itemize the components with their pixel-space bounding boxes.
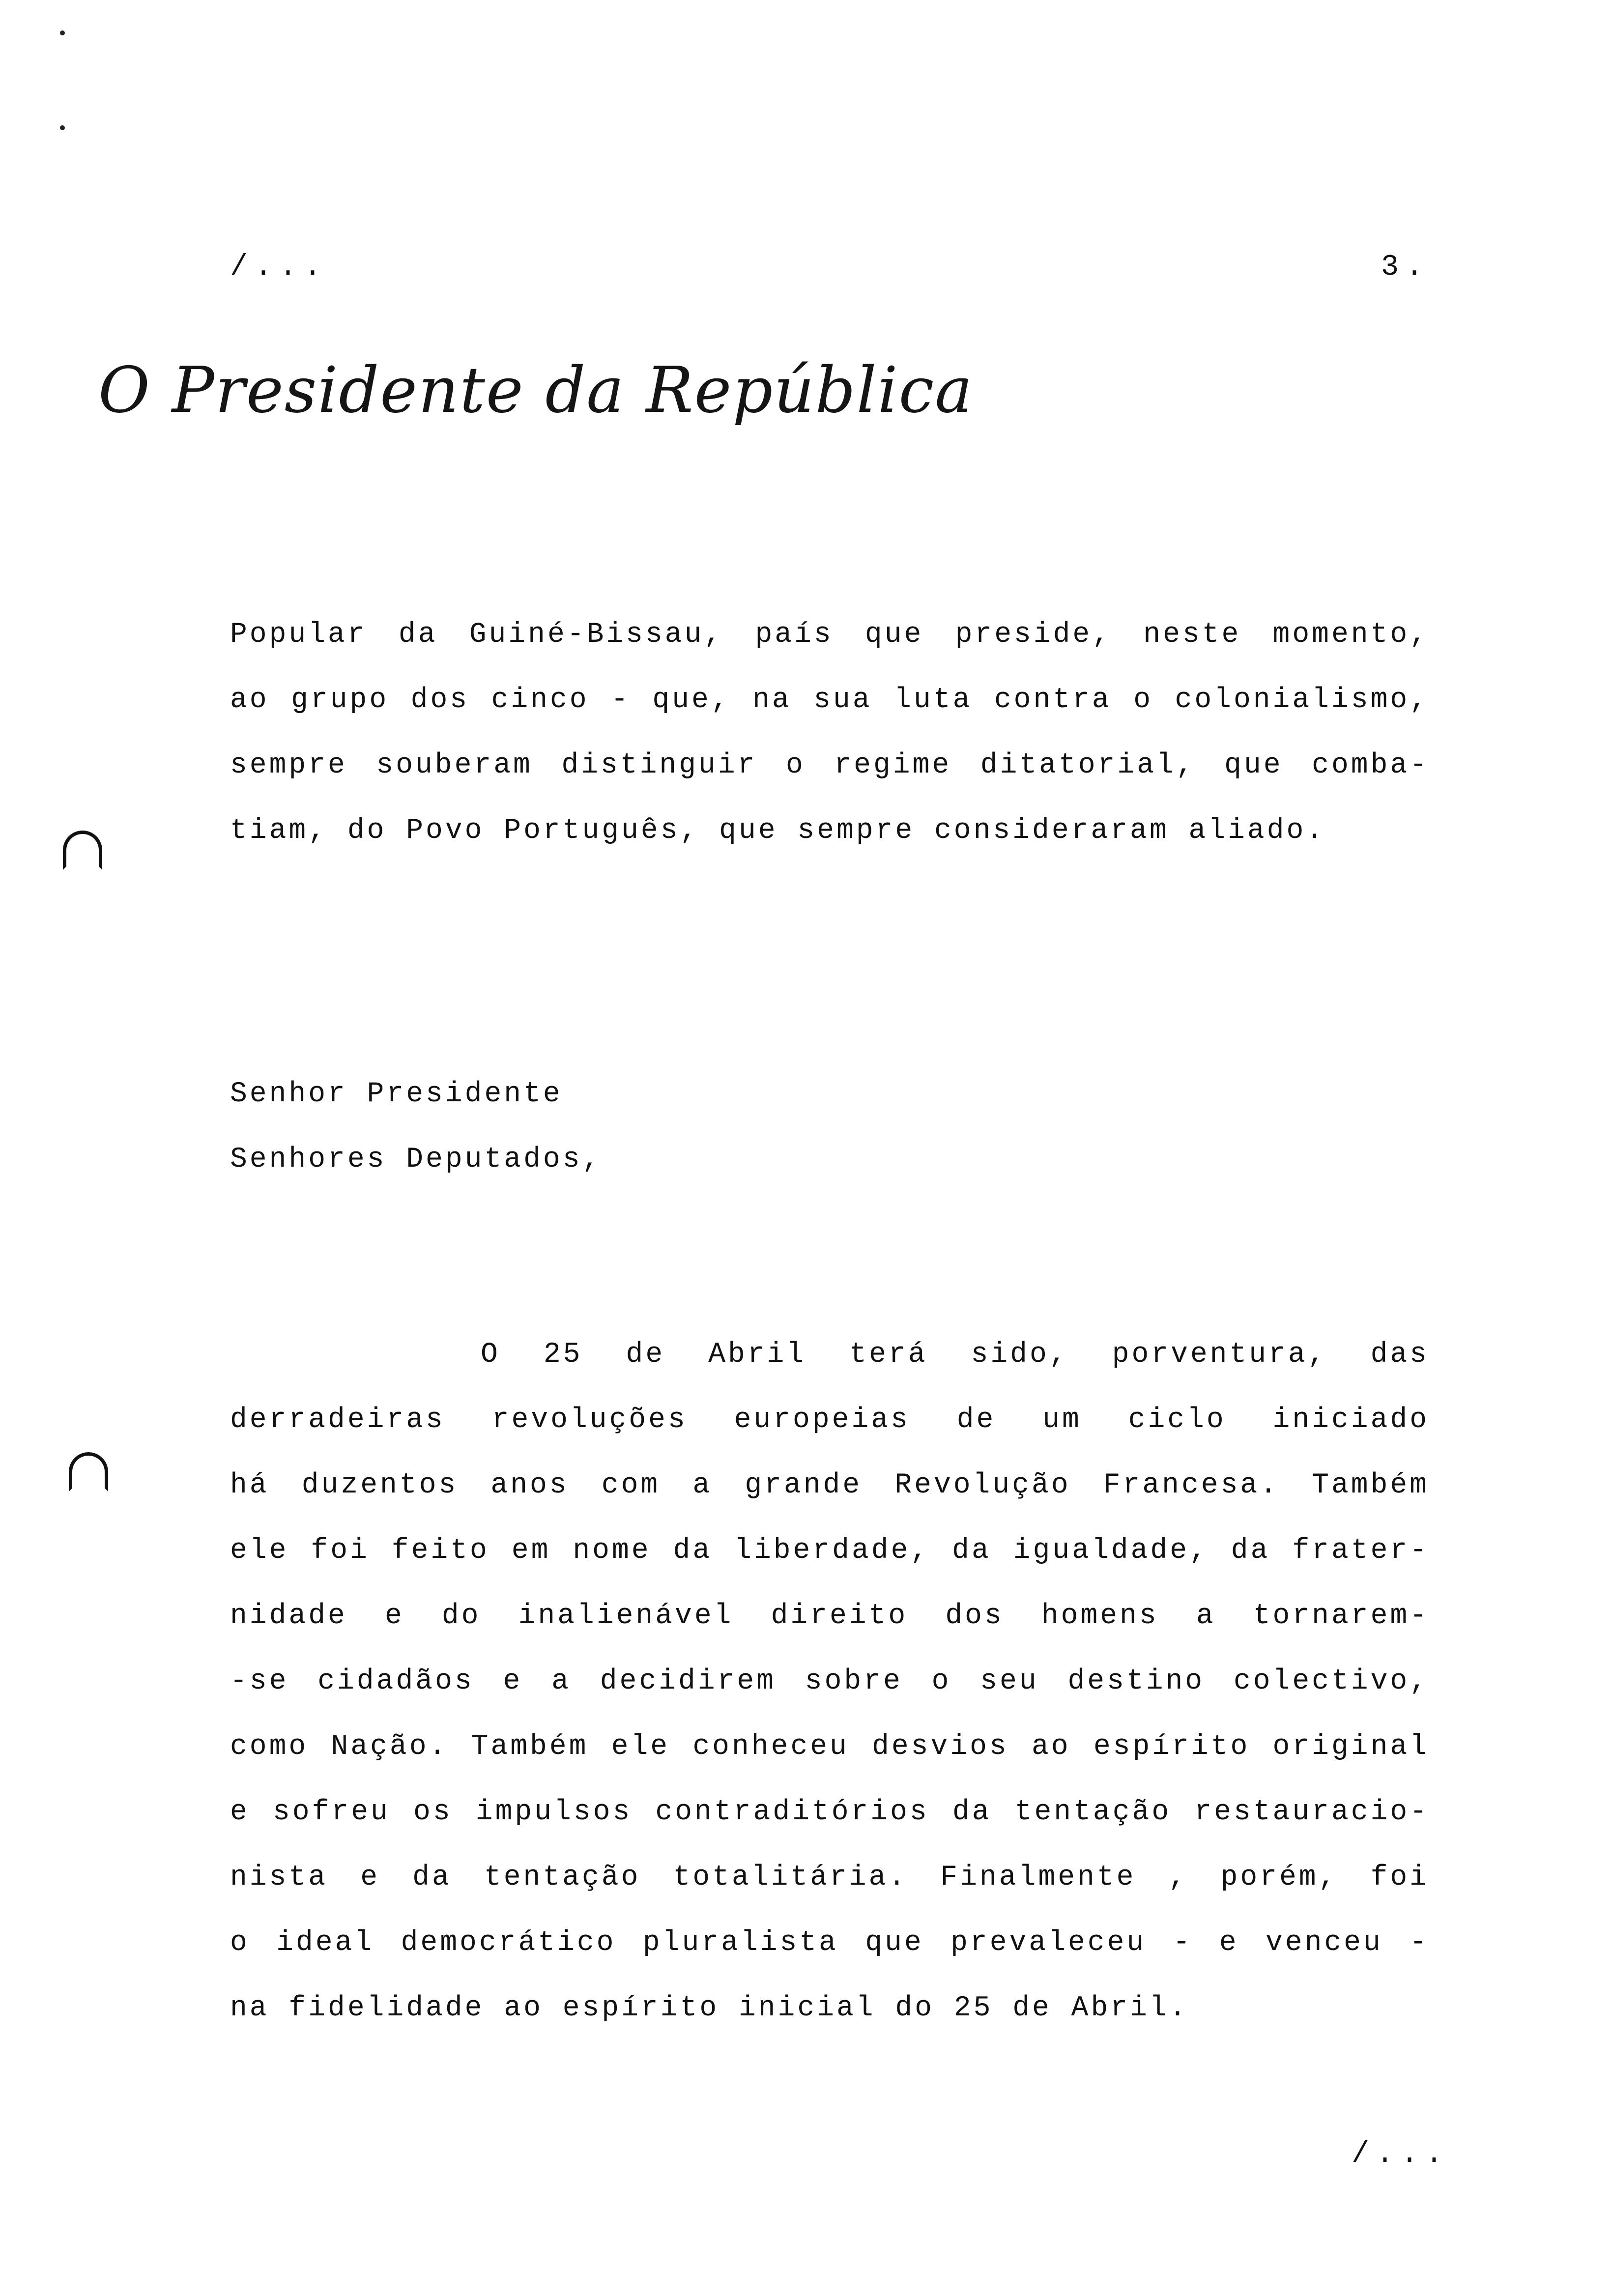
salutation-line: Senhor Presidente [230,1078,563,1110]
text-line: ao grupo dos cinco - que, na sua luta contra o colonialismo, [230,684,1429,716]
text-line: e sofreu os impulsos contraditórios da tentação restauracio- [230,1796,1429,1828]
text-line: ele foi feito em nome da liberdade, da igualdade, da frater- [230,1535,1429,1567]
text-line: o ideal democrático pluralista que prevaleceu - e venceu - [230,1927,1429,1959]
scan-dot-mark [60,125,65,130]
text-line: há duzentos anos com a grande Revolução Francesa. Também [230,1469,1429,1501]
text-line: O 25 de Abril terá sido, porventura, das [481,1339,1429,1371]
text-line: na fidelidade ao espírito inicial do 25 de Abril. [230,1992,1189,2024]
binder-hole-mark [63,831,102,870]
scan-dot-mark [60,30,65,35]
page-number: 3. [1381,251,1431,284]
salutation [230,1062,1429,1192]
salutation-line: Senhores Deputados, [230,1144,602,1176]
text-line: sempre souberam distinguir o regime ditatorial, que comba- [230,749,1429,781]
letterhead-title: O Presidente da República [98,354,974,427]
text-line: nista e da tentação totalitária. Finalmente , porém, foi [230,1862,1429,1894]
text-line: nidade e do inalienável direito dos homens a tornarem- [230,1600,1429,1632]
paragraph-1 [230,602,1429,863]
text-line: tiam, do Povo Português, que sempre consideraram aliado. [230,815,1326,847]
text-line: Popular da Guiné-Bissau, país que preside, neste momento, [230,619,1429,651]
text-line: -se cidadãos e a decidirem sobre o seu destino colectivo, [230,1665,1429,1697]
continued-from-marker: /... [230,251,329,284]
continues-marker: /... [1352,2138,1450,2171]
text-line: como Nação. Também ele conheceu desvios ao espírito original [230,1731,1429,1763]
paragraph-2 [230,1322,1429,2041]
binder-hole-mark [69,1452,108,1492]
text-line: derradeiras revoluções europeias de um ciclo iniciado [230,1404,1429,1436]
